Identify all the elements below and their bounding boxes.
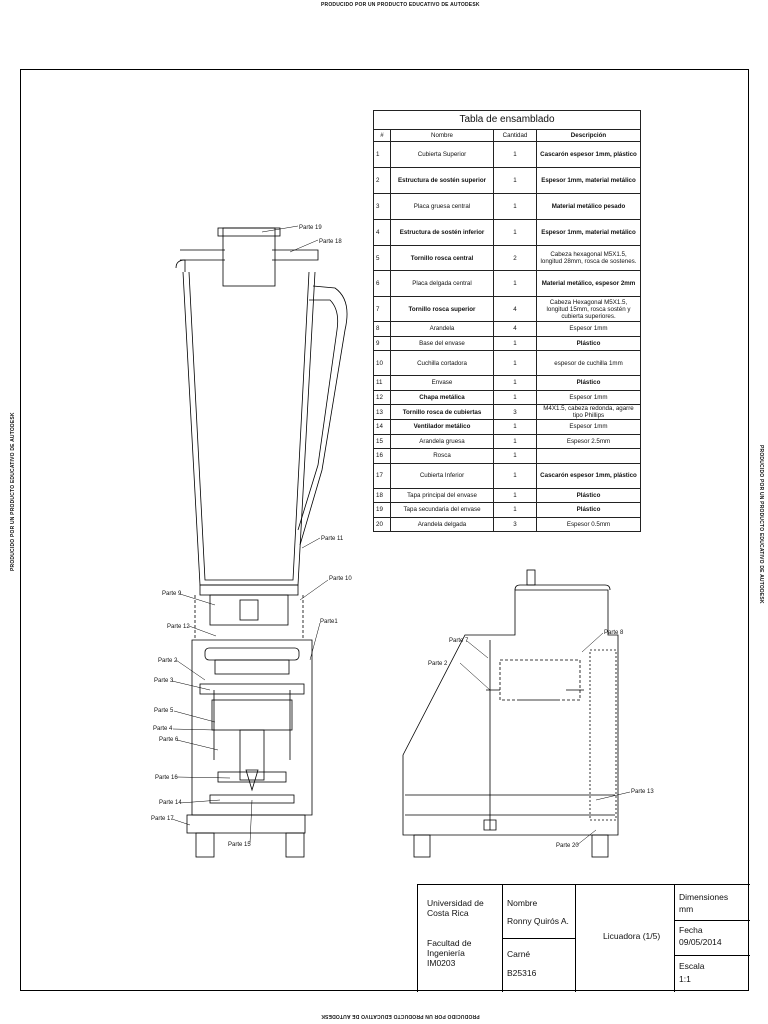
callout-label: Parte1 [320,619,338,625]
row-number: 17 [374,463,391,488]
callout-label: Parte 4 [153,726,173,732]
row-number: 20 [374,517,391,532]
row-number: 15 [374,434,391,449]
part-name: Tornillo rosca central [391,246,494,271]
dims-unit: mm [679,904,694,914]
quantity: 1 [494,351,537,376]
row-number: 16 [374,449,391,464]
description: Espesor 1mm, material metálico [537,168,641,194]
date-value: 09/05/2014 [679,937,722,947]
row-number: 9 [374,336,391,351]
part-name: Chapa metálica [391,390,494,405]
part-name: Cuchilla cortadora [391,351,494,376]
quantity: 1 [494,488,537,503]
quantity: 1 [494,168,537,194]
quantity: 3 [494,405,537,420]
table-header: Descripción [537,130,641,142]
table-header: Nombre [391,130,494,142]
quantity: 3 [494,517,537,532]
part-name: Base del envase [391,336,494,351]
watermark-bottom: PRODUCIDO POR UN PRODUCTO EDUCATIVO DE AUTODESK [321,1013,480,1019]
callout-label: Parte 12 [167,624,190,630]
callout-label: Parte 14 [159,800,182,806]
quantity: 1 [494,336,537,351]
description: M4X1.5, cabeza redonda, agarre tipo Phillips [537,405,641,420]
part-name: Tornillo rosca de cubiertas [391,405,494,420]
title-block [417,884,750,992]
side-callouts [428,630,654,849]
description: Cabeza hexagonal M5X1.5, longitud 28mm, rosca de sostenes. [537,246,641,271]
part-name: Tapa secundaria del envase [391,503,494,518]
description: Cabeza Hexagonal M5X1.5, longitud 15mm, rosca sostén y cubierta superiores. [537,297,641,322]
callout-label: Parte 2 [428,661,448,667]
leader-lines [172,226,630,845]
description: Espesor 1mm [537,420,641,435]
callout-label: Parte 2 [158,658,178,664]
part-name: Envase [391,376,494,391]
quantity: 1 [494,503,537,518]
side-view [403,570,618,857]
part-name: Rosca [391,449,494,464]
description: Plástico [537,336,641,351]
quantity: 1 [494,194,537,220]
front-callouts [151,225,352,848]
callout-label: Parte 16 [155,775,178,781]
foot [286,833,304,857]
table-title: Tabla de ensamblado [373,110,641,129]
callout-label: Parte 13 [631,789,654,795]
part-name: Placa gruesa central [391,194,494,220]
description: Material metálico, espesor 2mm [537,271,641,297]
callout-label: Parte 20 [556,843,579,849]
id-label: Carné [507,949,531,959]
part-name: Arandela delgada [391,517,494,532]
description: Cascarón espesor 1mm, plástico [537,142,641,168]
quantity: 1 [494,271,537,297]
part-name: Ventilador metálico [391,420,494,435]
lower-cover [187,815,305,833]
quantity: 1 [494,220,537,246]
quantity: 1 [494,376,537,391]
description: Material metálico pesado [537,194,641,220]
quantity: 1 [494,449,537,464]
course-code: IM0203 [427,958,456,968]
watermark-left: PRODUCIDO POR UN PRODUCTO EDUCATIVO DE AUTODESK [10,412,16,571]
name-label: Nombre [507,898,538,908]
callout-label: Parte 19 [299,225,322,231]
description: Espesor 0.5mm [537,517,641,532]
row-number: 1 [374,142,391,168]
description: espesor de cuchilla 1mm [537,351,641,376]
part-name: Estructura de sostén inferior [391,220,494,246]
callout-label: Parte 15 [228,842,251,848]
description: Plástico [537,503,641,518]
row-number: 12 [374,390,391,405]
scale-label: Escala [679,961,705,971]
dims-label: Dimensiones [679,892,729,902]
callout-label: Parte 3 [154,678,174,684]
main-lid [180,250,318,260]
description: Espesor 1mm, material metálico [537,220,641,246]
description: Espesor 1mm [537,322,641,337]
part-name: Tornillo rosca superior [391,297,494,322]
row-number: 11 [374,376,391,391]
callout-label: Parte 8 [604,630,624,636]
row-number: 14 [374,420,391,435]
description: Plástico [537,488,641,503]
table-header: Cantidad [494,130,537,142]
part-name: Placa delgada central [391,271,494,297]
row-number: 6 [374,271,391,297]
secondary-lid [223,228,275,286]
watermark-right: PRODUCIDO POR UN PRODUCTO EDUCATIVO DE AUTODESK [758,445,764,604]
row-number: 19 [374,503,391,518]
row-number: 7 [374,297,391,322]
quantity: 1 [494,420,537,435]
watermark-top: PRODUCIDO POR UN PRODUCTO EDUCATIVO DE AUTODESK [321,2,480,8]
author-name: Ronny Quirós A. [507,916,569,926]
row-number: 10 [374,351,391,376]
row-number: 18 [374,488,391,503]
callout-label: Parte 10 [329,576,352,582]
student-id: B25316 [507,968,537,978]
part-name: Cubierta Inferior [391,463,494,488]
date-label: Fecha [679,925,703,935]
quantity: 1 [494,434,537,449]
quantity: 4 [494,322,537,337]
university-name: Universidad de Costa Rica [427,898,484,918]
front-section-view [176,228,347,857]
callout-label: Parte 9 [162,591,182,597]
quantity: 4 [494,297,537,322]
description: Espesor 2.5mm [537,434,641,449]
part-name: Estructura de sostén superior [391,168,494,194]
quantity: 1 [494,463,537,488]
row-number: 4 [374,220,391,246]
callout-label: Parte 17 [151,816,174,822]
table-header: # [374,130,391,142]
callout-label: Parte 11 [321,536,344,542]
callout-label: Parte 6 [159,737,179,743]
part-name: Arandela gruesa [391,434,494,449]
quantity: 2 [494,246,537,271]
row-number: 13 [374,405,391,420]
quantity: 1 [494,142,537,168]
part-name: Tapa principal del envase [391,488,494,503]
drawing-title: Licuadora (1/5) [603,931,661,941]
callout-label: Parte 18 [319,239,342,245]
row-number: 5 [374,246,391,271]
scale-value: 1:1 [679,974,691,984]
description: Espesor 1mm [537,390,641,405]
callout-label: Parte 7 [449,638,469,644]
part-name: Cubierta Superior [391,142,494,168]
callout-label: Parte 5 [154,708,174,714]
faculty-name: Facultad de Ingeniería [427,938,472,958]
description: Cascarón espesor 1mm, plástico [537,463,641,488]
quantity: 1 [494,390,537,405]
part-name: Arandela [391,322,494,337]
row-number: 2 [374,168,391,194]
side-housing [403,590,618,835]
motor-shaft [240,730,264,780]
row-number: 3 [374,194,391,220]
description: Plástico [537,376,641,391]
foot [196,833,214,857]
row-number: 8 [374,322,391,337]
